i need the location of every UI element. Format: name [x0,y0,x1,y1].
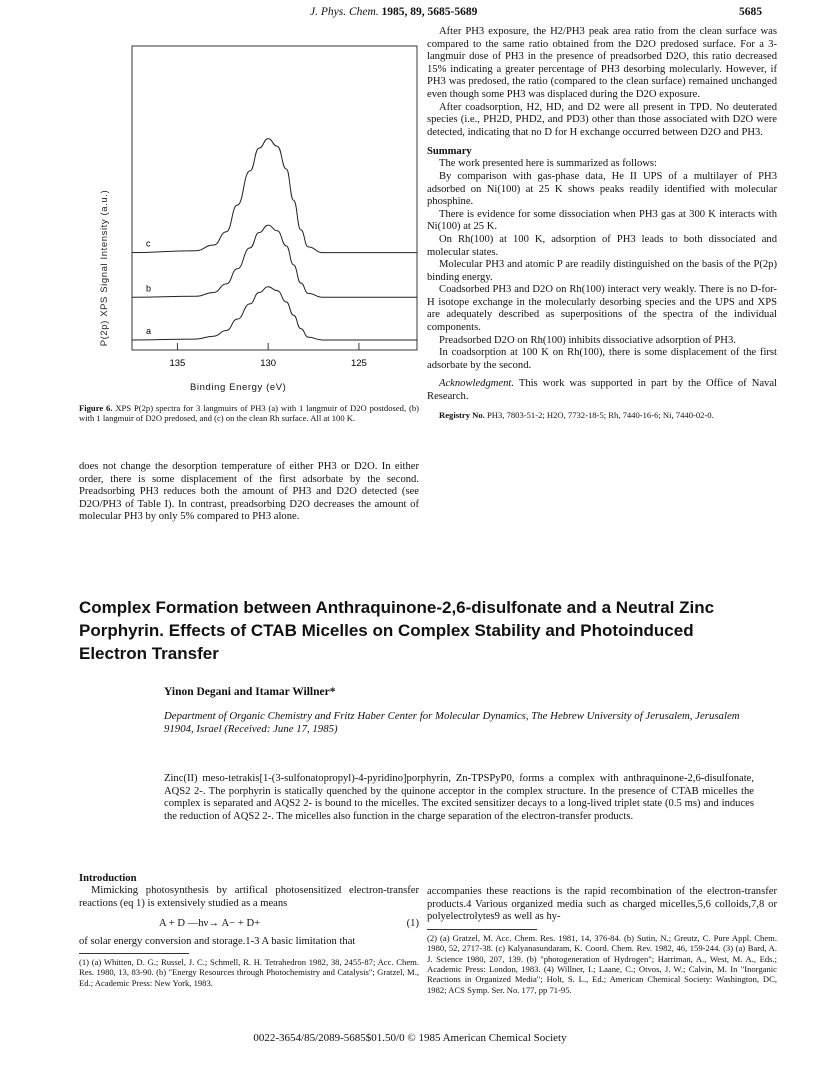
intro-right [427,886,777,995]
equation-text: A + D —hν→ A− + D+ [159,918,261,930]
curve-label-c: c [146,238,151,249]
caption-text: XPS P(2p) spectra for 3 langmuirs of PH3 (a) with 1 langmuir of D2O postdosed, (b) with 1 langmuir of D2O predosed, and (c) on the clean Rh surface. All at 100 K. [79,403,419,424]
citation: 1985, 89, 5685-5689 [381,6,478,18]
ack-label: Acknowledgment. [439,378,515,390]
y-axis-label: P(2p) XPS Signal Intensity (a.u.) [99,189,110,347]
acknowledgment [427,378,777,403]
intro-paragraph-1: Mimicking photosynthesis by artifical photosensitized electron-transfer reactions (eq 1) is extensively studied as a means [79,885,419,909]
registry [427,410,777,420]
figure-6 [80,40,420,380]
intro-left [79,872,419,988]
spectrum-b [132,225,417,297]
curve-label-a: a [146,326,152,336]
summary-7: Preadsorbed D2O on Rh(100) inhibits dissociative adsorption of PH3. [439,334,736,346]
page-footer: 0022-3654/85/2089-5685$01.50/0 © 1985 American Chemical Society [253,1032,567,1044]
equation-1 [79,914,419,936]
footnote-right: (2) (a) Gratzel, M. Acc. Chem. Res. 1981, 14, 376-84. (b) Sutin, N.; Greutz, C. Pure Appl. Chem. 1980, 52, 2717-38. (c) Kalyanasundaram, K. Coord. Chem. Rev. 1982, 46, 159-244. (3) (a) Bard, A. J. Science 1980, 207, 139. (b) "photogeneration of Hydrogen"; Harriman, A., West, M. A., Eds.; Academic Press: London, 1983. (4) Willner, I.; Laane, C.; Otvos, J. W.; Calvin, M. In "Inorganic Reactions in Organized Media"; Holt, S. L., Ed.; American Chemical Society: Washington, DC, 1982; ACS Symp. Ser. No. 177, pp 71-95. [427,932,777,995]
article-title: Complex Formation between Anthraquinone-2,6-disulfonate and a Neutral Zinc Porphyrin. Effects of CTAB Micelles on Complex Stability and Photoinduced Electron Transfer [79,598,715,663]
summary-6: Coadsorbed PH3 and D2O on Rh(100) interact very weakly. There is no D-for-H isotope exchange in the molecularly desorbing species and the UPS and XPS are adequately described as superpositions of the spectra of the individual components. [427,284,777,334]
summary-4: On Rh(100) at 100 K, adsorption of PH3 leads to both dissociated and molecular states. [427,233,777,258]
spectrum-a [132,287,417,340]
plot-frame [132,46,417,350]
right-paragraph-1: After PH3 exposure, the H2/PH3 peak area ratio from the clean surface was compared to the same ratio obtained from the D2O predosed surface. For a 3-langmuir dose of PH3 in the presence of preadsorbed D2O, this ratio decreased 15% indicating a greater percentage of PH3 desorbing molecularly. However, if PH3 was predosed, the ratio (compared to the clean surface) remained unchanged even though some PH3 was displaced during the D2O exposure. [427,26,777,100]
article-authors: Yinon Degani and Itamar Willner* [164,686,336,698]
equation-number: (1) [406,918,419,930]
intro-right-paragraph: accompanies these reactions is the rapid recombination of the electron-transfer products.4 Various organized media such as charged micelles,5,6 colloids,7,8 or polyelectrolytes9 as well as hy- [427,886,777,923]
summary-1: The work presented here is summarized as follows: [439,158,657,170]
running-header [310,6,477,18]
caption-lead: Figure 6. [79,403,113,413]
x-tick-label: 125 [350,358,367,369]
tick-layer [169,343,366,369]
intro-paragraph-2: of solar energy conversion and storage.1-3 A basic limitation that [79,936,356,948]
article-affiliation: Department of Organic Chemistry and Fritz Haber Center for Molecular Dynamics, The Hebrew University of Jerusalem, Jerusalem 91904, Israel (Received: June 17, 1985) [164,710,740,735]
footnote-rule-right [427,929,537,930]
registry-label: Registry No. [439,409,485,420]
article-abstract: Zinc(II) meso-tetrakis[1-(3-sulfonatopropyl)-4-pyridino]porphyrin, Zn-TPSPyP0, forms a complex with anthraquinone-2,6-disulfonate, AQS2 2-. The porphyrin is statically quenched by the quinone acceptor in the complex structure. In the presence of CTAB micelles the complex is separated and AQS2 2- is bound to the micelles. The excited sensitizer decays to a long-lived triplet state (0.5 ms) and induces the reduction of AQS2 2-. The micelles also function in the charge separation of the electron-transfer products. [164,773,754,822]
left-paragraph: does not change the desorption temperature of either PH3 or D2O. In either order, there is some displacement of the first adsorbate by the second. Preadsorbing PH3 reduces both the amount of PH3 and D2O detected (see D2O/PH3 of Table I). In contrast, preadsorbing D2O decreases the amount of molecular PH3 by only 5% compared to PH3 alone. [79,461,419,523]
x-axis-label: Binding Energy (eV) [190,382,287,393]
page-number: 5685 [739,6,762,18]
spectrum-c [132,139,417,253]
registry-text: PH3, 7803-51-2; H2O, 7732-18-5; Rh, 7440-16-6; Ni, 7440-02-0. [486,409,714,420]
figure-caption [79,403,419,424]
left-column-text [79,461,419,524]
summary-2: By comparison with gas-phase data, He II UPS of a multilayer of PH3 adsorbed on Ni(100) at 25 K shows peaks readily identified with molecular phosphine. [427,170,777,208]
ack-text: This work was supported in part by the Office of Naval Research. [427,378,777,403]
summary-3: There is evidence for some dissociation when PH3 gas at 300 K interacts with Ni(100) at 25 K. [427,208,777,233]
summary-heading: Summary [427,146,472,158]
summary-5: Molecular PH3 and atomic P are readily distinguished on the basis of the P(2p) binding energy. [427,259,777,283]
footnote-left: (1) (a) Whitten, D. G.; Russel, J. C.; Schmell, R. H. Tetrahedron 1982, 38, 2455-87; Acc. Chem. Res. 1980, 13, 83-90. (b) "Energy Resources through Photochemistry and Catalysis"; Gratzel, M., Ed.; Academic Press: New York, 1983. [79,956,419,988]
xps-spectra-plot [80,40,420,380]
footnote-rule-left [79,953,189,954]
x-tick-label: 135 [169,358,186,369]
x-tick-label: 130 [260,358,277,369]
intro-heading: Introduction [79,873,137,884]
right-column [427,26,777,420]
right-paragraph-2: After coadsorption, H2, HD, and D2 were all present in TPD. No deuterated species (i.e., PH2D, PHD2, and PD3) other than those associated with D2O were detected, indicating that no D for H exchange occurred between D2O and PH3. [427,101,777,138]
summary-8: In coadsorption at 100 K on Rh(100), there is some displacement of the first adsorbate by the second. [427,347,777,371]
journal-name: J. Phys. Chem. [310,6,379,18]
curve-label-b: b [146,283,152,294]
series-layer [132,139,417,340]
